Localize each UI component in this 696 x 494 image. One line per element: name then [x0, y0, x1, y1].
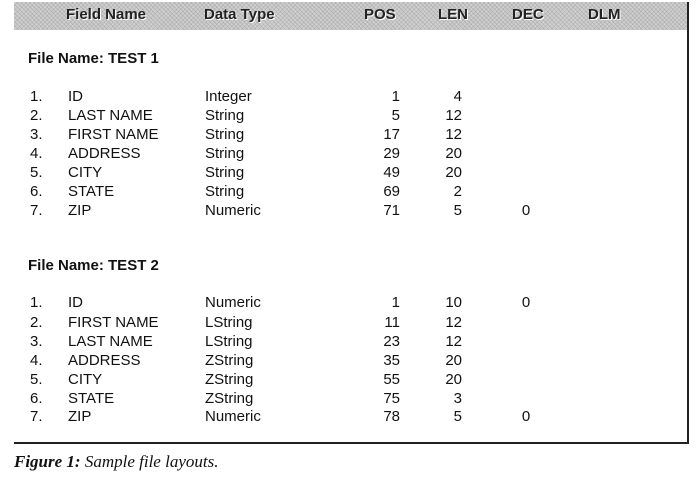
caption-text: Sample file layouts.	[84, 452, 219, 471]
len-value: 10	[445, 294, 462, 311]
len-value: 12	[445, 314, 462, 331]
len-value: 2	[453, 183, 462, 200]
len-value: 20	[445, 371, 462, 388]
file-title-test1: File Name: TEST 1	[28, 50, 159, 67]
table-row	[14, 333, 674, 352]
pos-value: 69	[383, 183, 400, 200]
field-name: ID	[68, 88, 83, 105]
field-name: ZIP	[68, 202, 92, 219]
field-name: LAST NAME	[68, 107, 153, 124]
pos-value: 71	[383, 202, 400, 219]
field-name: ADDRESS	[68, 352, 141, 369]
table-row	[14, 145, 674, 164]
len-value: 5	[453, 202, 462, 219]
table-header	[14, 2, 687, 30]
row-number: 6.	[30, 390, 43, 407]
data-type: LString	[205, 314, 253, 331]
len-value: 20	[445, 352, 462, 369]
row-number: 4.	[30, 145, 43, 162]
header-dec: DEC	[512, 6, 544, 23]
row-number: 5.	[30, 371, 43, 388]
dec-value: 0	[521, 202, 531, 219]
pos-value: 29	[383, 145, 400, 162]
pos-value: 5	[391, 107, 400, 124]
header-field-name: Field Name	[66, 6, 147, 23]
data-type: ZString	[205, 390, 254, 407]
pos-value: 49	[383, 164, 400, 181]
field-name: STATE	[68, 390, 115, 407]
len-value: 12	[445, 107, 462, 124]
len-value: 5	[453, 408, 462, 425]
pos-value: 23	[383, 333, 400, 350]
len-value: 12	[445, 126, 462, 143]
field-name: ADDRESS	[68, 145, 141, 162]
pos-value: 55	[383, 371, 400, 388]
header-pos: POS	[364, 6, 396, 23]
row-number: 3.	[30, 333, 43, 350]
data-type: Integer	[205, 88, 252, 105]
field-name: CITY	[68, 371, 103, 388]
pos-value: 35	[383, 352, 400, 369]
header-dlm: DLM	[588, 6, 621, 23]
field-name: CITY	[68, 164, 103, 181]
caption-label: Figure 1:	[14, 452, 81, 471]
pos-value: 75	[383, 390, 400, 407]
len-value: 4	[453, 88, 462, 105]
row-number: 4.	[30, 352, 43, 369]
data-type: Numeric	[205, 202, 261, 219]
data-type: String	[205, 107, 245, 124]
table-row	[14, 390, 674, 409]
pos-value: 78	[383, 408, 400, 425]
row-number: 3.	[30, 126, 43, 143]
table-row	[14, 202, 674, 221]
row-number: 2.	[30, 314, 43, 331]
row-number: 5.	[30, 164, 43, 181]
data-type: Numeric	[205, 408, 261, 425]
data-type: String	[205, 126, 245, 143]
len-value: 20	[445, 164, 462, 181]
field-name: FIRST NAME	[68, 314, 159, 331]
table-row	[14, 371, 674, 390]
header-data-type: Data Type	[204, 6, 275, 23]
row-number: 6.	[30, 183, 43, 200]
field-name: STATE	[68, 183, 115, 200]
pos-value: 1	[391, 294, 400, 311]
table-row	[14, 88, 674, 107]
row-number: 7.	[30, 408, 43, 425]
field-name: FIRST NAME	[68, 126, 159, 143]
pos-value: 11	[384, 314, 400, 331]
table-row	[14, 294, 674, 313]
table-row	[14, 126, 674, 145]
field-name: ID	[68, 294, 83, 311]
row-number: 7.	[30, 202, 43, 219]
len-value: 20	[445, 145, 462, 162]
data-type: ZString	[205, 371, 254, 388]
pos-value: 1	[391, 88, 400, 105]
row-number: 1.	[30, 88, 43, 105]
field-name: ZIP	[68, 408, 92, 425]
data-type: LString	[205, 333, 253, 350]
table-row	[14, 107, 674, 126]
data-type: Numeric	[205, 294, 261, 311]
data-type: ZString	[205, 352, 254, 369]
data-type: String	[205, 145, 245, 162]
row-number: 2.	[30, 107, 43, 124]
file-title-test2: File Name: TEST 2	[28, 257, 159, 274]
table-row	[14, 183, 674, 202]
table-row	[14, 164, 674, 183]
data-type: String	[205, 164, 245, 181]
table-row	[14, 314, 674, 333]
pos-value: 17	[383, 126, 400, 143]
field-name: LAST NAME	[68, 333, 153, 350]
file-layout-table	[14, 2, 689, 444]
header-len: LEN	[438, 6, 468, 23]
len-value: 12	[445, 333, 462, 350]
dec-value: 0	[521, 408, 531, 425]
data-type: String	[205, 183, 245, 200]
dec-value: 0	[521, 294, 531, 311]
table-row	[14, 352, 674, 371]
row-number: 1.	[30, 294, 43, 311]
len-value: 3	[453, 390, 462, 407]
figure-caption	[14, 452, 218, 472]
table-row	[14, 408, 674, 427]
